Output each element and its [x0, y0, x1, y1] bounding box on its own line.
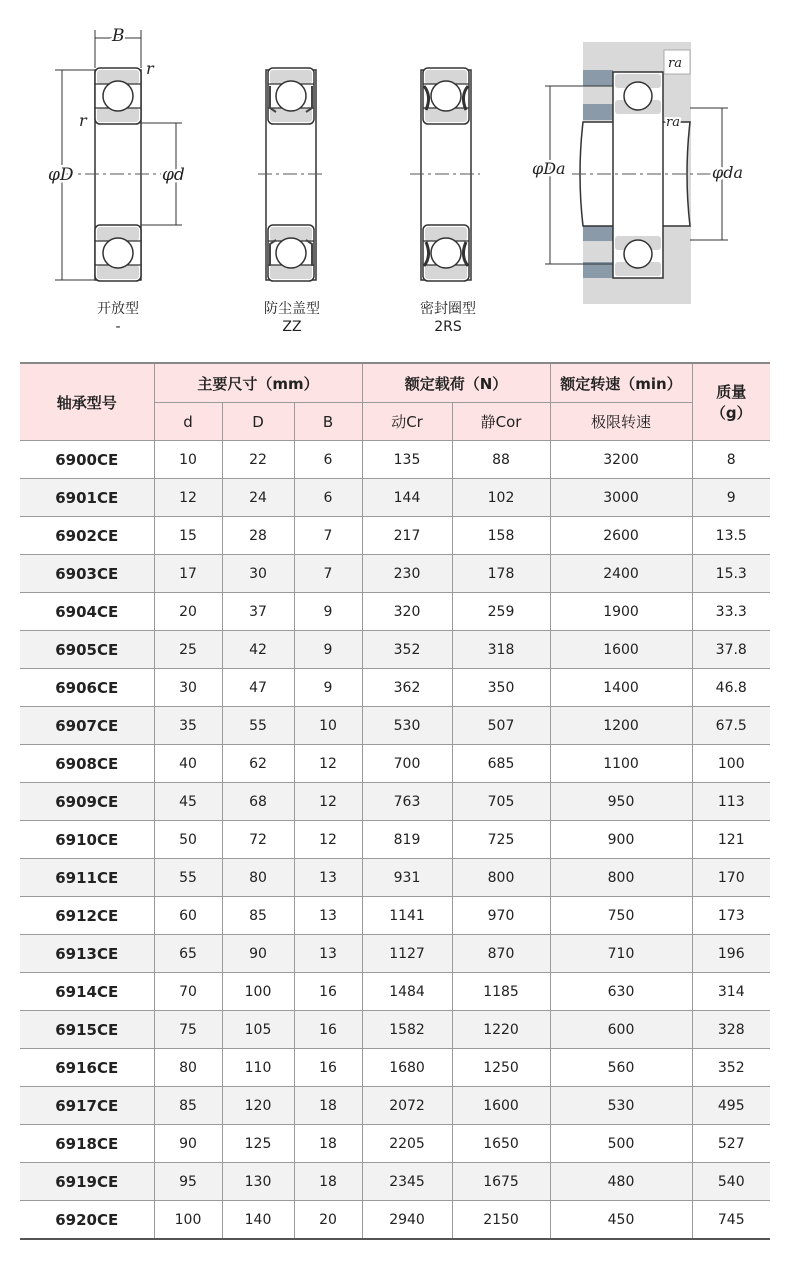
cell-B: 7	[294, 555, 362, 593]
cell-d: 50	[154, 821, 222, 859]
cell-cr: 352	[362, 631, 452, 669]
cell-d: 17	[154, 555, 222, 593]
cell-model: 6919CE	[20, 1163, 154, 1201]
cell-D: 85	[222, 897, 294, 935]
cell-cr: 1582	[362, 1011, 452, 1049]
cell-cor: 705	[452, 783, 550, 821]
cell-cor: 318	[452, 631, 550, 669]
cell-limit-speed: 750	[550, 897, 692, 935]
cell-D: 120	[222, 1087, 294, 1125]
cell-model: 6911CE	[20, 859, 154, 897]
cell-cor: 178	[452, 555, 550, 593]
cell-D: 47	[222, 669, 294, 707]
cell-B: 9	[294, 631, 362, 669]
cell-cr: 1484	[362, 973, 452, 1011]
cell-model: 6917CE	[20, 1087, 154, 1125]
cell-cr: 320	[362, 593, 452, 631]
bearing-diagram	[0, 0, 790, 350]
cell-D: 110	[222, 1049, 294, 1087]
cell-B: 13	[294, 935, 362, 973]
cell-model: 6913CE	[20, 935, 154, 973]
cell-model: 6902CE	[20, 517, 154, 555]
cell-model: 6915CE	[20, 1011, 154, 1049]
header-cor: 静Cor	[452, 403, 550, 441]
cell-cr: 362	[362, 669, 452, 707]
header-B: B	[294, 403, 362, 441]
cell-cor: 1650	[452, 1125, 550, 1163]
cell-model: 6906CE	[20, 669, 154, 707]
cell-model: 6900CE	[20, 441, 154, 479]
cell-D: 68	[222, 783, 294, 821]
cell-d: 35	[154, 707, 222, 745]
cell-d: 100	[154, 1201, 222, 1240]
bearing-open-section	[48, 26, 185, 281]
cell-mass: 15.3	[692, 555, 770, 593]
header-D: D	[222, 403, 294, 441]
table-row	[20, 1049, 770, 1087]
cell-limit-speed: 900	[550, 821, 692, 859]
cell-cor: 88	[452, 441, 550, 479]
cell-cor: 2150	[452, 1201, 550, 1240]
table-row	[20, 707, 770, 745]
cell-d: 10	[154, 441, 222, 479]
header-d: d	[154, 403, 222, 441]
table-row	[20, 1163, 770, 1201]
cell-cr: 2345	[362, 1163, 452, 1201]
cell-limit-speed: 1200	[550, 707, 692, 745]
table-row	[20, 973, 770, 1011]
cell-cor: 725	[452, 821, 550, 859]
cell-cr: 230	[362, 555, 452, 593]
cell-cor: 685	[452, 745, 550, 783]
cell-mass: 328	[692, 1011, 770, 1049]
cell-model: 6920CE	[20, 1201, 154, 1240]
cell-D: 105	[222, 1011, 294, 1049]
cell-B: 18	[294, 1163, 362, 1201]
cell-cor: 1250	[452, 1049, 550, 1087]
cell-d: 60	[154, 897, 222, 935]
table-row	[20, 441, 770, 479]
cell-B: 9	[294, 669, 362, 707]
cell-B: 16	[294, 1011, 362, 1049]
cell-mass: 113	[692, 783, 770, 821]
cell-d: 30	[154, 669, 222, 707]
cell-cr: 700	[362, 745, 452, 783]
type-code: 2RS	[434, 319, 462, 335]
cell-mass: 527	[692, 1125, 770, 1163]
table-row	[20, 859, 770, 897]
label-radius-side: r	[79, 111, 87, 130]
cell-model: 6905CE	[20, 631, 154, 669]
cell-d: 12	[154, 479, 222, 517]
type-caption-2rs	[378, 300, 518, 336]
cell-D: 37	[222, 593, 294, 631]
cell-model: 6914CE	[20, 973, 154, 1011]
cell-cr: 1127	[362, 935, 452, 973]
cell-model: 6916CE	[20, 1049, 154, 1087]
type-name: 密封圈型	[420, 301, 476, 317]
cell-cor: 259	[452, 593, 550, 631]
type-name: 防尘盖型	[264, 301, 320, 317]
cell-D: 80	[222, 859, 294, 897]
cell-limit-speed: 1400	[550, 669, 692, 707]
label-width-b: B	[112, 26, 125, 46]
cell-B: 6	[294, 479, 362, 517]
cell-mass: 100	[692, 745, 770, 783]
cell-D: 140	[222, 1201, 294, 1240]
cell-limit-speed: 530	[550, 1087, 692, 1125]
bearing-zz-section	[258, 68, 326, 281]
cell-d: 45	[154, 783, 222, 821]
bearing-2rs-section	[410, 68, 480, 281]
cell-mass: 9	[692, 479, 770, 517]
cell-D: 22	[222, 441, 294, 479]
cell-d: 55	[154, 859, 222, 897]
cell-mass: 173	[692, 897, 770, 935]
cell-mass: 352	[692, 1049, 770, 1087]
cell-mass: 67.5	[692, 707, 770, 745]
cell-model: 6904CE	[20, 593, 154, 631]
cell-model: 6918CE	[20, 1125, 154, 1163]
cell-B: 10	[294, 707, 362, 745]
table-row	[20, 479, 770, 517]
cell-d: 75	[154, 1011, 222, 1049]
cell-cor: 870	[452, 935, 550, 973]
table-row	[20, 517, 770, 555]
table-row	[20, 1201, 770, 1240]
cell-cor: 1220	[452, 1011, 550, 1049]
cell-limit-speed: 950	[550, 783, 692, 821]
table-row	[20, 745, 770, 783]
cell-limit-speed: 2600	[550, 517, 692, 555]
cell-D: 130	[222, 1163, 294, 1201]
cell-d: 70	[154, 973, 222, 1011]
cell-model: 6903CE	[20, 555, 154, 593]
cell-limit-speed: 480	[550, 1163, 692, 1201]
header-mass: 质量（g）	[692, 363, 770, 441]
cell-mass: 495	[692, 1087, 770, 1125]
cell-model: 6909CE	[20, 783, 154, 821]
cell-B: 16	[294, 1049, 362, 1087]
cell-model: 6910CE	[20, 821, 154, 859]
cell-limit-speed: 600	[550, 1011, 692, 1049]
cell-cor: 1675	[452, 1163, 550, 1201]
cell-limit-speed: 500	[550, 1125, 692, 1163]
header-speed: 额定转速（min）	[550, 363, 692, 403]
label-fillet-side: ra	[666, 115, 680, 130]
cell-d: 15	[154, 517, 222, 555]
cell-d: 95	[154, 1163, 222, 1201]
cell-limit-speed: 710	[550, 935, 692, 973]
label-outer-diameter: φD	[48, 165, 74, 185]
cell-B: 12	[294, 745, 362, 783]
cell-B: 9	[294, 593, 362, 631]
header-dimensions: 主要尺寸（mm）	[154, 363, 362, 403]
cell-limit-speed: 1900	[550, 593, 692, 631]
header-cr: 动Cr	[362, 403, 452, 441]
cell-cr: 1680	[362, 1049, 452, 1087]
cell-cr: 2940	[362, 1201, 452, 1240]
cell-B: 13	[294, 859, 362, 897]
cell-cr: 144	[362, 479, 452, 517]
cell-D: 90	[222, 935, 294, 973]
cell-cr: 819	[362, 821, 452, 859]
type-name: 开放型	[97, 301, 139, 317]
cell-B: 13	[294, 897, 362, 935]
type-caption-zz	[222, 300, 362, 336]
cell-B: 7	[294, 517, 362, 555]
table-row	[20, 555, 770, 593]
cell-model: 6901CE	[20, 479, 154, 517]
table-row	[20, 821, 770, 859]
cell-mass: 33.3	[692, 593, 770, 631]
cell-d: 65	[154, 935, 222, 973]
cell-mass: 745	[692, 1201, 770, 1240]
cell-d: 40	[154, 745, 222, 783]
table-row	[20, 1087, 770, 1125]
cell-B: 12	[294, 821, 362, 859]
cell-mass: 196	[692, 935, 770, 973]
cell-limit-speed: 800	[550, 859, 692, 897]
cell-cr: 2205	[362, 1125, 452, 1163]
cell-cor: 800	[452, 859, 550, 897]
cell-model: 6908CE	[20, 745, 154, 783]
cell-limit-speed: 1100	[550, 745, 692, 783]
cell-D: 125	[222, 1125, 294, 1163]
cell-d: 90	[154, 1125, 222, 1163]
cell-model: 6907CE	[20, 707, 154, 745]
table-row	[20, 1125, 770, 1163]
cell-cr: 763	[362, 783, 452, 821]
table-row	[20, 631, 770, 669]
type-code: ZZ	[282, 319, 302, 335]
mounting-diagram	[532, 42, 743, 304]
cell-D: 24	[222, 479, 294, 517]
cell-D: 28	[222, 517, 294, 555]
cell-cr: 931	[362, 859, 452, 897]
cell-cor: 1600	[452, 1087, 550, 1125]
cell-limit-speed: 630	[550, 973, 692, 1011]
cell-d: 25	[154, 631, 222, 669]
cell-B: 20	[294, 1201, 362, 1240]
cell-cor: 970	[452, 897, 550, 935]
cell-B: 6	[294, 441, 362, 479]
cell-cr: 1141	[362, 897, 452, 935]
header-model: 轴承型号	[20, 363, 154, 441]
cell-B: 18	[294, 1125, 362, 1163]
label-radius-top: r	[146, 59, 154, 78]
cell-limit-speed: 3200	[550, 441, 692, 479]
bearing-spec-table	[20, 362, 770, 1240]
cell-limit-speed: 3000	[550, 479, 692, 517]
cell-B: 12	[294, 783, 362, 821]
table-row	[20, 593, 770, 631]
table-row	[20, 897, 770, 935]
label-shaft-diameter: φda	[712, 163, 743, 182]
cell-B: 16	[294, 973, 362, 1011]
cell-cr: 530	[362, 707, 452, 745]
cell-mass: 13.5	[692, 517, 770, 555]
cell-cor: 1185	[452, 973, 550, 1011]
cell-mass: 314	[692, 973, 770, 1011]
cell-cr: 135	[362, 441, 452, 479]
cell-mass: 8	[692, 441, 770, 479]
cell-model: 6912CE	[20, 897, 154, 935]
cell-D: 62	[222, 745, 294, 783]
cell-limit-speed: 450	[550, 1201, 692, 1240]
cell-mass: 540	[692, 1163, 770, 1201]
cell-cor: 102	[452, 479, 550, 517]
cell-D: 72	[222, 821, 294, 859]
label-inner-diameter: φd	[162, 165, 185, 185]
cell-cor: 350	[452, 669, 550, 707]
cell-cr: 217	[362, 517, 452, 555]
header-load: 额定载荷（N）	[362, 363, 550, 403]
cell-mass: 37.8	[692, 631, 770, 669]
cell-limit-speed: 1600	[550, 631, 692, 669]
table-row	[20, 1011, 770, 1049]
cell-mass: 170	[692, 859, 770, 897]
table-row	[20, 669, 770, 707]
cell-D: 100	[222, 973, 294, 1011]
label-housing-diameter: φDa	[532, 159, 566, 178]
cell-cr: 2072	[362, 1087, 452, 1125]
type-caption-open	[48, 300, 188, 336]
cell-mass: 121	[692, 821, 770, 859]
cell-d: 85	[154, 1087, 222, 1125]
table-row	[20, 783, 770, 821]
table-row	[20, 935, 770, 973]
cell-cor: 507	[452, 707, 550, 745]
cell-limit-speed: 2400	[550, 555, 692, 593]
cell-D: 30	[222, 555, 294, 593]
cell-mass: 46.8	[692, 669, 770, 707]
cell-D: 55	[222, 707, 294, 745]
cell-d: 20	[154, 593, 222, 631]
header-limit-speed: 极限转速	[550, 403, 692, 441]
label-fillet-top: ra	[668, 56, 682, 71]
cell-B: 18	[294, 1087, 362, 1125]
cell-cor: 158	[452, 517, 550, 555]
cell-limit-speed: 560	[550, 1049, 692, 1087]
type-code: -	[115, 319, 121, 335]
cell-D: 42	[222, 631, 294, 669]
cell-d: 80	[154, 1049, 222, 1087]
